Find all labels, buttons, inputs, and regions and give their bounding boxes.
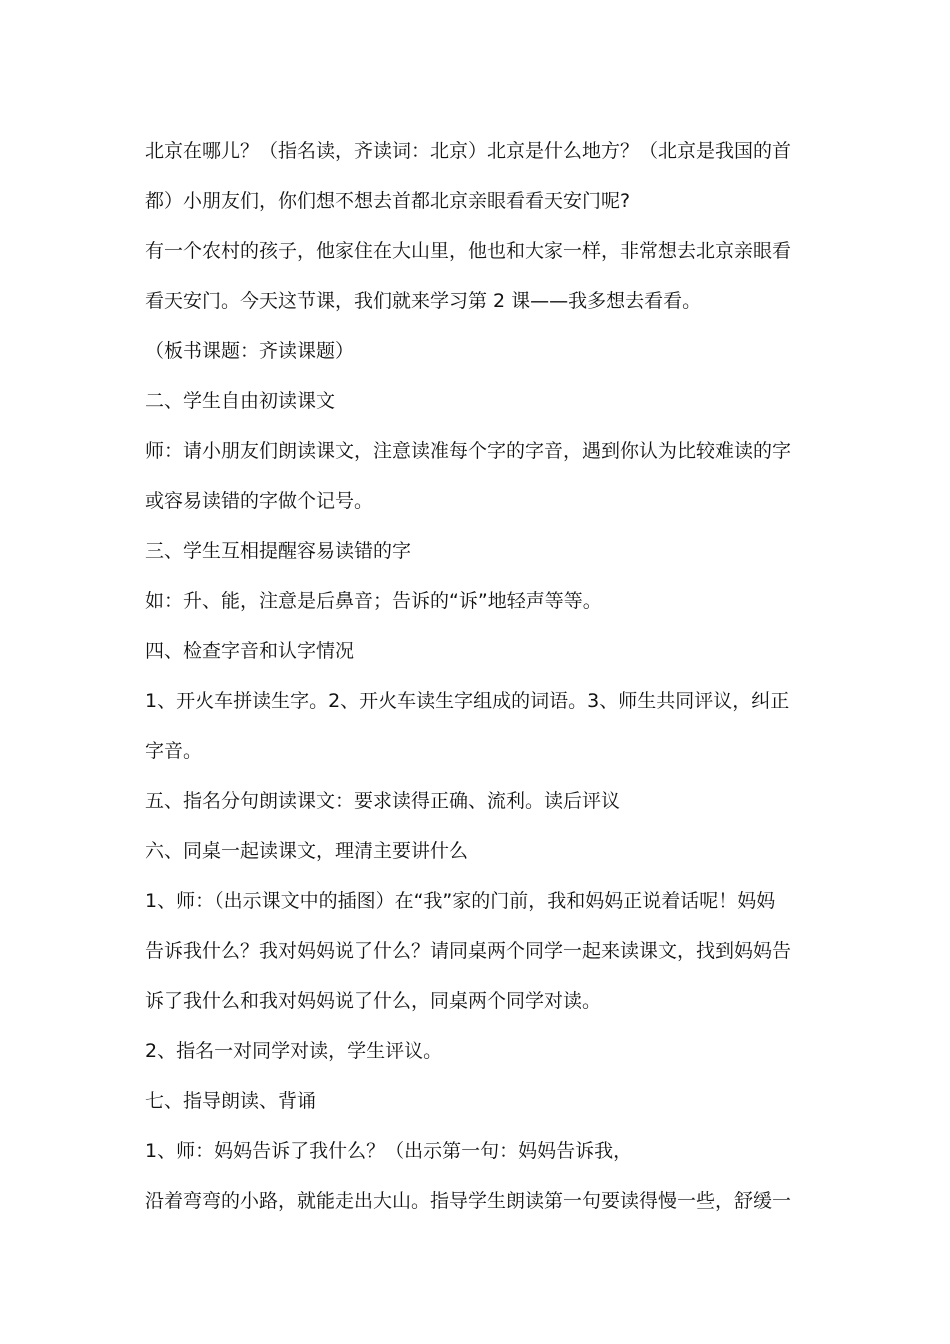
text-line: 1、开火车拼读生字。2、开火车读生字组成的词语。3、师生共同评议，纠正 [145, 690, 790, 712]
section-heading: 五、指名分句朗读课文：要求读得正确、流利。读后评议 [145, 790, 621, 812]
text-line: 有一个农村的孩子，他家住在大山里，他也和大家一样，非常想去北京亲眼看 [145, 240, 792, 262]
text-line: 都）小朋友们，你们想不想去首都北京亲眼看看天安门呢? [145, 190, 631, 212]
text-line: 或容易读错的字做个记号。 [145, 490, 374, 512]
text-line: 诉了我什么和我对妈妈说了什么，同桌两个同学对读。 [145, 990, 602, 1012]
text-line: 如：升、能，注意是后鼻音；告诉的“诉”地轻声等等。 [145, 590, 602, 612]
text-line: 看天安门。今天这节课，我们就来学习第 2 课——我多想去看看。 [145, 290, 702, 312]
section-heading: 二、学生自由初读课文 [145, 390, 336, 412]
text-line: 北京在哪儿？（指名读，齐读词：北京）北京是什么地方？（北京是我国的首 [145, 140, 792, 162]
document-body [145, 126, 810, 1226]
text-line: 告诉我什么？我对妈妈说了什么？请同桌两个同学一起来读课文，找到妈妈告 [145, 940, 792, 962]
text-line: 师：请小朋友们朗读课文，注意读准每个字的字音，遇到你认为比较难读的字 [145, 440, 792, 462]
section-heading: 六、同桌一起读课文，理清主要讲什么 [145, 840, 469, 862]
section-heading: 七、指导朗读、背诵 [145, 1090, 317, 1112]
text-line: 1、师：妈妈告诉了我什么？（出示第一句：妈妈告诉我， [145, 1140, 633, 1162]
text-line: 沿着弯弯的小路，就能走出大山。指导学生朗读第一句要读得慢一些，舒缓一 [145, 1190, 792, 1212]
section-heading: 三、学生互相提醒容易读错的字 [145, 540, 412, 562]
text-line: 1、师：（出示课文中的插图）在“我”家的门前，我和妈妈正说着话呢！妈妈 [145, 890, 776, 912]
text-line: 2、指名一对同学对读，学生评议。 [145, 1040, 443, 1062]
text-line: 字音。 [145, 740, 203, 762]
text-line: （板书课题：齐读课题） [145, 340, 355, 362]
section-heading: 四、检查字音和认字情况 [145, 640, 355, 662]
